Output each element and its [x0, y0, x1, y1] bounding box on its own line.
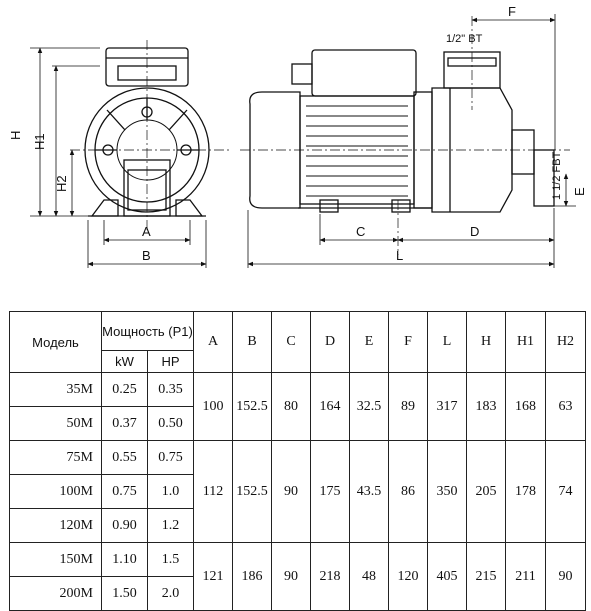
dim-H-cell: 205 [467, 441, 506, 543]
pump-dimension-drawing [0, 0, 591, 300]
hp-cell: 0.35 [148, 373, 194, 407]
dim-F-cell: 86 [389, 441, 428, 543]
dim-A-cell: 112 [194, 441, 233, 543]
header-A: A [194, 312, 233, 373]
header-H2: H2 [546, 312, 586, 373]
dim-label-C: C [356, 224, 366, 239]
dim-B-cell: 152.5 [233, 373, 272, 441]
header-H1: H1 [506, 312, 546, 373]
kw-cell: 1.50 [102, 577, 148, 611]
dim-label-H2: H2 [54, 175, 69, 192]
hp-cell: 1.5 [148, 543, 194, 577]
model-cell: 150M [10, 543, 102, 577]
dim-D-cell: 175 [311, 441, 350, 543]
header-F: F [389, 312, 428, 373]
model-cell: 100M [10, 475, 102, 509]
header-model: Модель [10, 312, 102, 373]
dim-C-cell: 90 [272, 441, 311, 543]
kw-cell: 0.37 [102, 407, 148, 441]
side-view [250, 50, 554, 212]
dim-H2-cell: 90 [546, 543, 586, 611]
thread-label-top: 1/2" BT [446, 33, 483, 45]
dim-A-cell: 100 [194, 373, 233, 441]
hp-cell: 2.0 [148, 577, 194, 611]
dim-label-H: H [8, 130, 23, 140]
hp-cell: 1.2 [148, 509, 194, 543]
dim-label-L: L [396, 248, 404, 263]
header-L: L [428, 312, 467, 373]
dim-F-cell: 120 [389, 543, 428, 611]
model-cell: 35M [10, 373, 102, 407]
header-D: D [311, 312, 350, 373]
hp-cell: 0.50 [148, 407, 194, 441]
kw-cell: 1.10 [102, 543, 148, 577]
header-kw: kW [102, 351, 148, 373]
kw-cell: 0.55 [102, 441, 148, 475]
model-cell: 120M [10, 509, 102, 543]
dim-L-cell: 350 [428, 441, 467, 543]
dim-L-cell: 405 [428, 543, 467, 611]
dim-E-cell: 48 [350, 543, 389, 611]
thread-label-side: 1 1/2 FBT [551, 151, 563, 200]
dim-label-A: A [142, 224, 151, 239]
dim-L-cell: 317 [428, 373, 467, 441]
dim-D-cell: 218 [311, 543, 350, 611]
dim-H2-cell: 63 [546, 373, 586, 441]
dim-B-cell: 152.5 [233, 441, 272, 543]
dim-H1-cell: 168 [506, 373, 546, 441]
dim-E-cell: 32.5 [350, 373, 389, 441]
dim-label-F: F [508, 4, 516, 19]
hp-cell: 0.75 [148, 441, 194, 475]
hp-cell: 1.0 [148, 475, 194, 509]
header-power: Мощность (P1) [102, 312, 194, 351]
model-cell: 75M [10, 441, 102, 475]
dim-H2-cell: 74 [546, 441, 586, 543]
dim-H-cell: 183 [467, 373, 506, 441]
dim-E-cell: 43.5 [350, 441, 389, 543]
dim-label-E: E [572, 187, 587, 196]
kw-cell: 0.25 [102, 373, 148, 407]
kw-cell: 0.90 [102, 509, 148, 543]
kw-cell: 0.75 [102, 475, 148, 509]
header-E: E [350, 312, 389, 373]
dim-B-cell: 186 [233, 543, 272, 611]
dim-C-cell: 90 [272, 543, 311, 611]
dim-label-D: D [470, 224, 480, 239]
model-cell: 50M [10, 407, 102, 441]
dim-H1-cell: 211 [506, 543, 546, 611]
dim-label-B: B [142, 248, 151, 263]
header-B: B [233, 312, 272, 373]
dim-H-cell: 215 [467, 543, 506, 611]
dim-F-cell: 89 [389, 373, 428, 441]
dim-D-cell: 164 [311, 373, 350, 441]
dim-H1-cell: 178 [506, 441, 546, 543]
dim-A-cell: 121 [194, 543, 233, 611]
dim-label-H1: H1 [32, 133, 47, 150]
dim-C-cell: 80 [272, 373, 311, 441]
model-cell: 200M [10, 577, 102, 611]
header-C: C [272, 312, 311, 373]
specification-table [9, 311, 586, 611]
header-hp: HP [148, 351, 194, 373]
header-H: H [467, 312, 506, 373]
